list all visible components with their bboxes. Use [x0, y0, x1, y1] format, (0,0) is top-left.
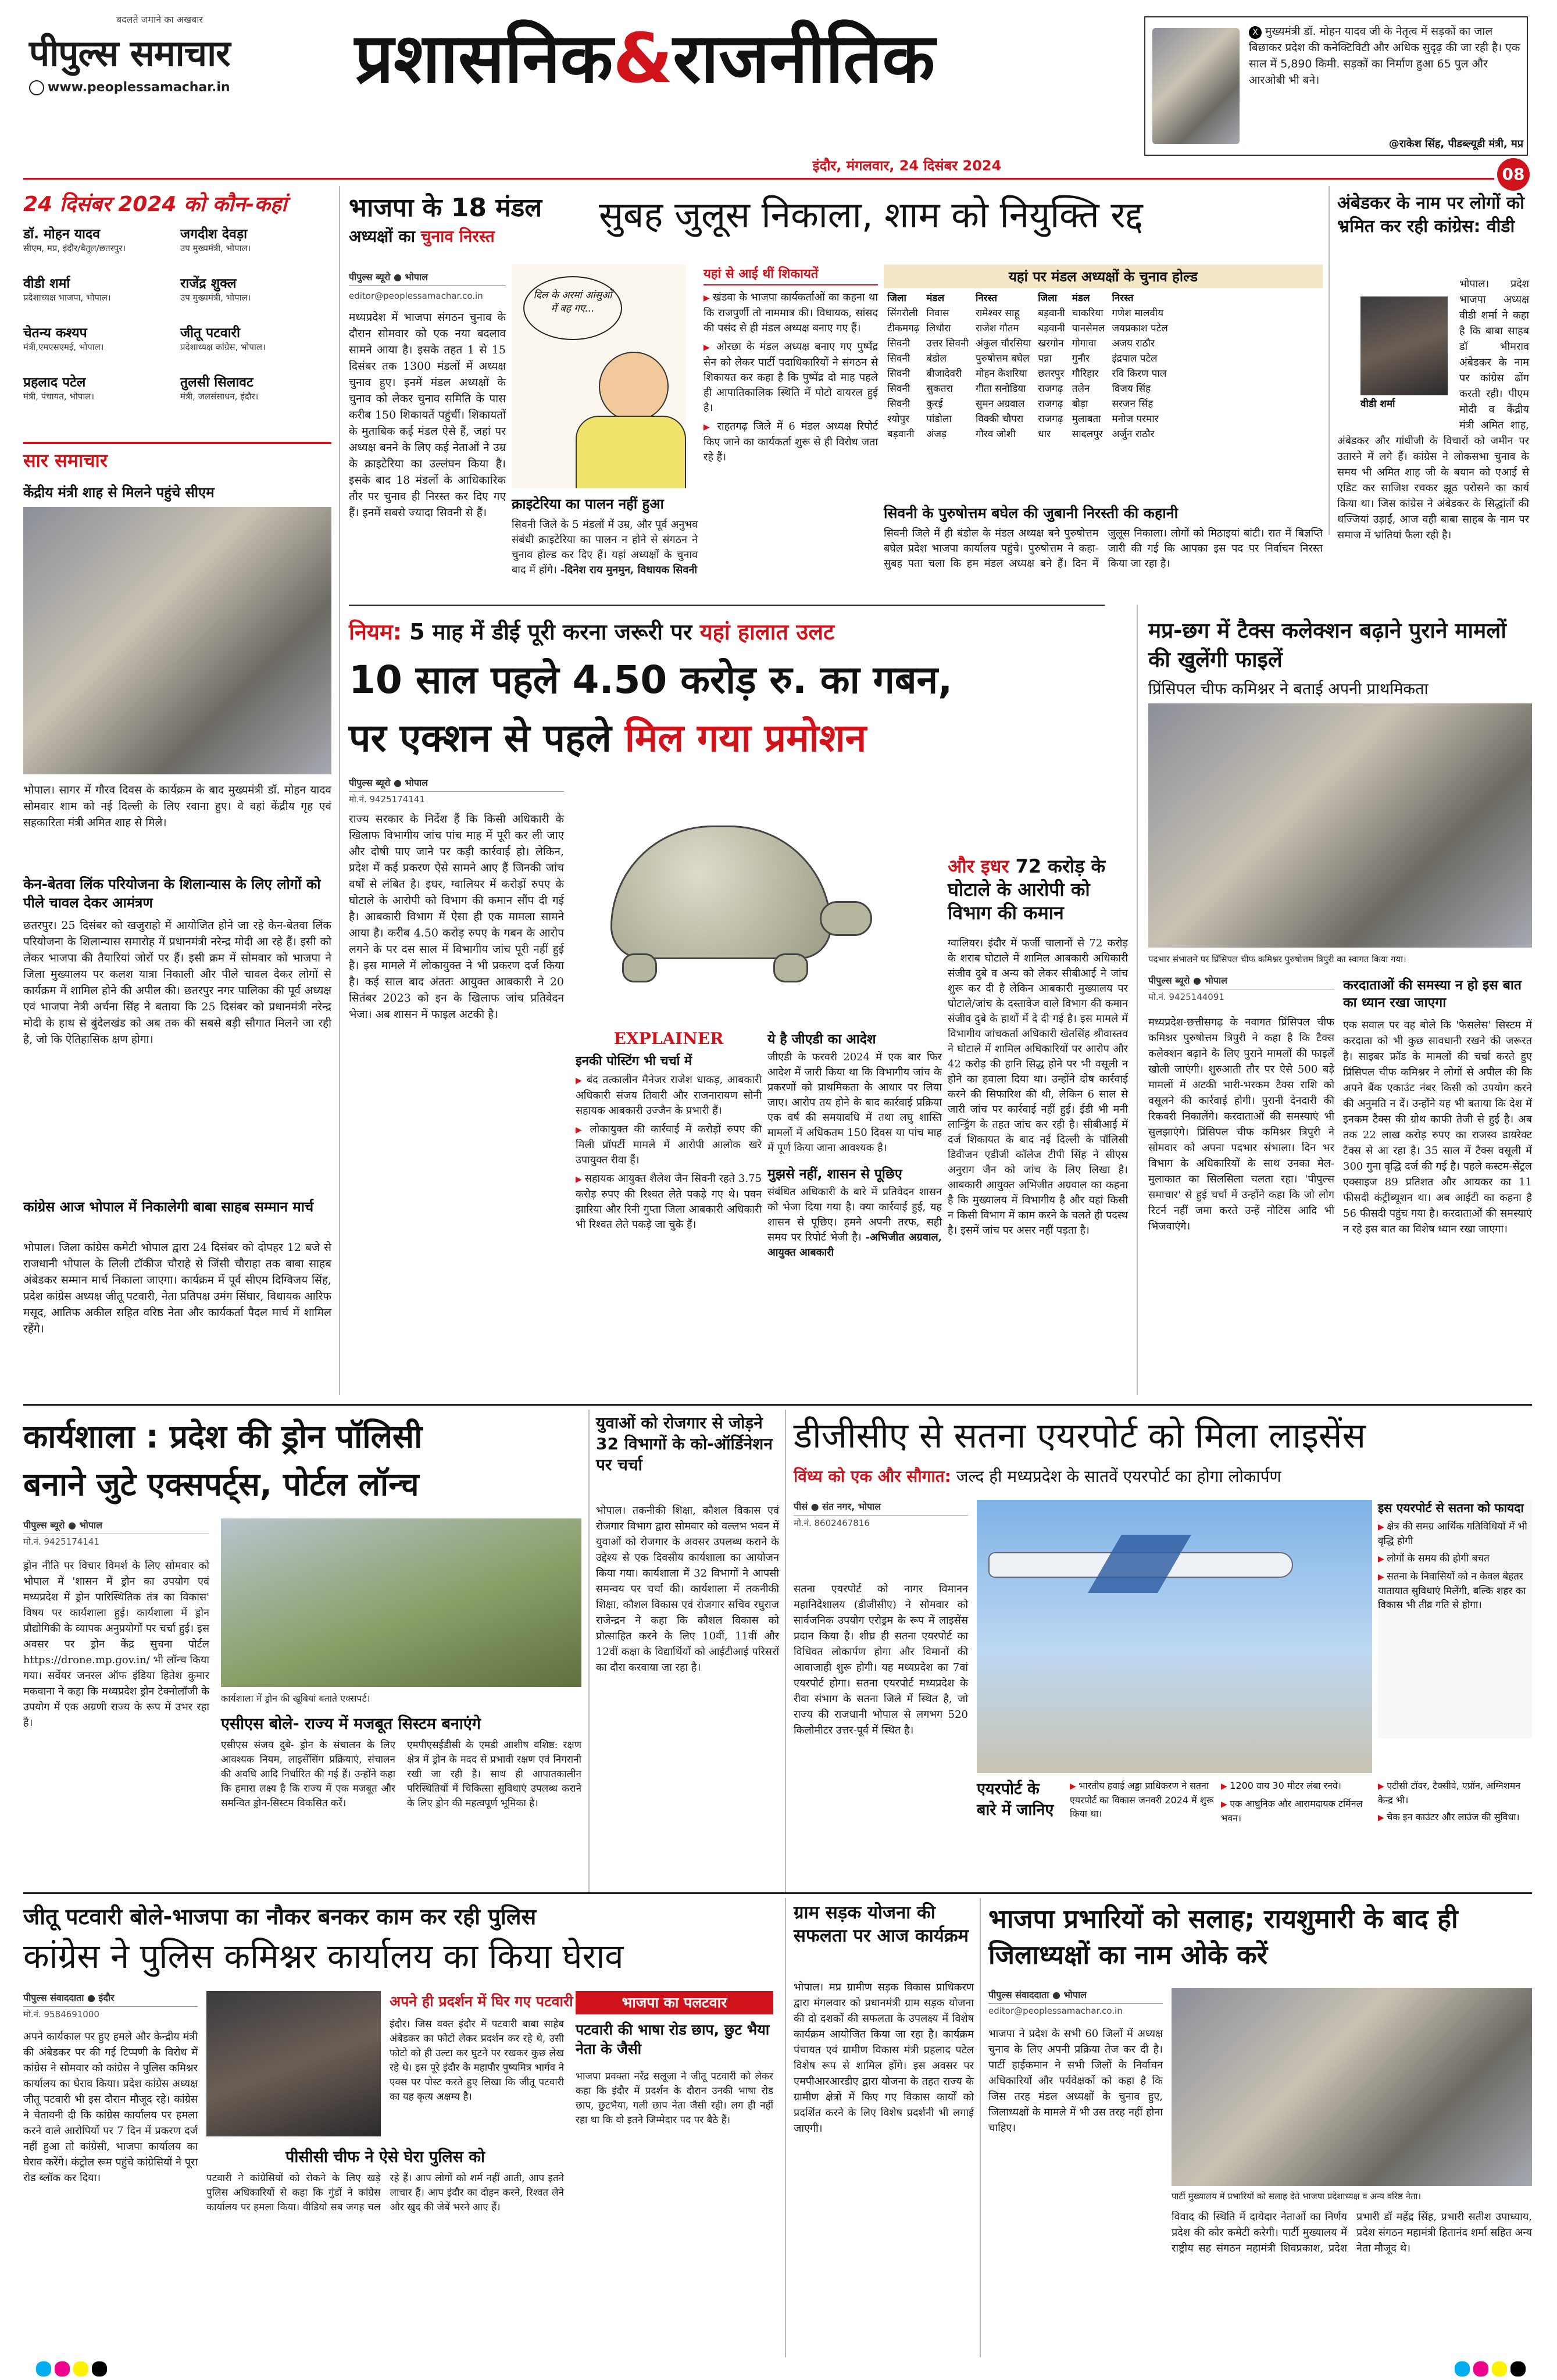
bjp-byline: पीपुल्स ब्यूरो ● भोपाल — [349, 270, 506, 286]
drone-headline-2: बनाने जुटे एक्सपर्ट्स, पोर्टल लॉन्च — [23, 1466, 419, 1503]
hold-table-cell: रामेश्वर साहू — [975, 308, 1020, 319]
hold-table-cell: बोड़ा — [1072, 398, 1088, 410]
hold-table-cell: पांडोला — [926, 413, 952, 425]
benefit-item: ▶ लोगों के समय की होगी बचत — [1378, 1552, 1532, 1566]
hold-table-cell: सिवनी — [887, 338, 910, 349]
turtle-shell — [610, 826, 831, 959]
section-title-amp: & — [613, 18, 673, 98]
cm-shah-photo — [23, 507, 331, 774]
prabhari-body: भाजपा ने प्रदेश के सभी 60 जिलों में अध्यक्ष चुनाव के लिए अपनी प्रक्रिया तेज कर दी है। पार्टी हाईकमान ने सभी जिलों के निर्वाचन अधिकारियों और पर्यवेक्षकों को कहा है कि जिस तरह मंडल अध्यक्षों के चुनाव हुए, जिलाध्यक्षों के मामले में भी उस तरह नहीं होना चाहिए। — [988, 2028, 1163, 2134]
hold-table-cell: बीजादेवरी — [926, 368, 962, 380]
hold-table-cell: श्योपुर — [887, 413, 910, 425]
section-title — [355, 17, 1128, 105]
prabhari-email: editor@peoplessamachar.co.in — [988, 2006, 1123, 2016]
own-protest-body: इंदौर। जिस वक्त इंदौर में पटवारी बाबा साहेब अंबेडकर का फोटो लेकर प्रदर्शन कर रहे थे, उसी फोटो को ही उल्टा कर घुटने पर रखकर कुछ लेख रहे थे। इस पूरे इंदौर के महापौर पुष्यमित्र भार्गव ने एक्स पर पोस्ट करते हुए लिखा कि जीतू पटवारी का यह कृत्य अक्षम्य है। — [390, 2018, 564, 2103]
paper-logo: पीपुल्स समाचार — [29, 32, 230, 74]
saar-item3-body: भोपाल। जिला कांग्रेस कमेटी भोपाल द्वारा 24 दिसंबर को दोपहर 12 बजे से राजधानी भोपाल के लिली टॉकीज चौराहे से जिंसी चौराहा तक बाबा साहब अंबेडकर सम्मान मार्च निकाला जाएगा। कार्यक्रम में पूर्व सीएम दिग्विजय सिंह, प्रदेश कांग्रेस अध्यक्ष जीतू पटवारी, नेता प्रतिपक्ष उमंग सिंघार, विधायक आरिफ मसूद, आतिफ अकील सहित वरिष्ठ नेता और कार्यकर्ता पैदल मार्च में शामिल रहेंगे। — [23, 1241, 331, 1335]
acs2-body: एमपीएसईडीसी के एमडी आशीष वशिष्ठ: रक्षण क्षेत्र में ड्रोन के मदद से प्रभावी रक्षण एवं निगरानी रखी जा रही है। साथ ही आपातकालीन परिस्थितियों में चिकित्सा सुविधाएं उपलब्ध कराने के लिए ड्रोन की महत्वपूर्ण भूमिका है। — [407, 1739, 581, 1809]
dateline: इंदौर, मंगलवार, 24 दिसंबर 2024 — [812, 158, 1002, 174]
airport-facts-col3 — [1378, 1779, 1532, 1884]
bjp-kicker: भाजपा के 18 मंडल — [349, 193, 542, 223]
hold-table-cell: पानसेमल — [1072, 323, 1105, 334]
hold-table-cell: अंजड़ — [926, 428, 947, 440]
hold-table-cell: पुरुषोत्तम बघेल — [975, 353, 1030, 364]
hold-table-cell: राजगढ़ — [1038, 398, 1063, 410]
hold-table-title: यहां पर मंडल अध्यक्षों के चुनाव होल्ड — [884, 265, 1323, 288]
airport-facts-col2 — [1221, 1779, 1372, 1884]
hold-table-cell: सुमन अग्रवाल — [975, 398, 1025, 410]
complaint-item: ▶ ओरछा के मंडल अध्यक्ष बनाए गए पुष्पेंद्र सेन को लेकर पार्टी पदाधिकारियों ने संगठन से शिकायत कर कहा है कि पुष्पेंद्र दो माह पहले ही आपातिकालिक स्थिति में पोटो वायरल हुई है। — [703, 340, 878, 416]
quote-text: X मुख्यमंत्री डॉ. मोहन यादव जी के नेतृत्व में सड़कों का जाल बिछाकर प्रदेश की कनेक्टिविटी और अधिक सुदृढ़ की जा रही है। एक साल में 5,890 किमी. सड़कों का निर्माण हुआ 65 पुल और आरओबी भी बने। — [1249, 25, 1520, 87]
turtle-head — [820, 901, 872, 936]
x-icon: X — [1249, 26, 1262, 39]
explainer-item: ▶ लोकायुक्त की कार्रवाई में करोड़ों रुपए की मिली प्रॉपर्टी मामले में आरोपी आलोक खरे उपायुक्त रीवा हैं। — [576, 1122, 762, 1168]
hold-table-cell: टीकमगढ़ — [887, 323, 920, 334]
hold-table-cell: बंडोल — [926, 353, 947, 364]
hold-table-cell: कुरई — [926, 398, 943, 410]
section-title-part2: राजनीतिक — [673, 18, 935, 98]
tax-body: मध्यप्रदेश-छत्तीसगढ़ के नवागत प्रिंसिपल चीफ कमिश्नर पुरुषोत्तम त्रिपुरी ने कहा है कि टैक्स कलेक्शन बढ़ाने के लिए पुराने मामलों की फाइलें खोली जाएंगी। शुरुआती तौर पर ऐसे 500 बड़े मामलों में अटकी भारी-भरकम टैक्स राशि को वसूलने की कार्रवाई होगी। पुरानी देनदारी की रिकवरी निकालेंगे। करदाताओं की समस्याएं भी सुलझाएंगे। प्रिंसिपल चीफ कमिश्नर त्रिपुरी ने सोमवार को अपना पदभार संभाला। दिन भर विभाग के अधिकारियों के साथ उनका मेल-मुलाकात का सिलसिला चलता रहा। 'पीपुल्स समाचार' से हुई चर्चा में उन्होंने कहा कि जो लोग रिटर्न नहीं जमा करते उन्हें नोटिस आदि भी भिजवाएंगे। — [1148, 1016, 1334, 1232]
minister-photo — [1152, 28, 1240, 144]
registration-mark — [72, 2360, 90, 2378]
excise-headline-2: पर एक्शन से पहले मिल गया प्रमोशन — [349, 716, 867, 760]
saar-item3-title: कांग्रेस आज भोपाल में निकालेगी बाबा साहब सम्मान मार्च — [23, 1199, 314, 1215]
airport-mobile: मो.नं. 8602467816 — [794, 1518, 870, 1528]
saar-item1-body: भोपाल। सागर में गौरव दिवस के कार्यक्रम के बाद मुख्यमंत्री डॉ. मोहन यादव सोमवार शाम को नई दिल्ली के लिए रवाना हुए। वे वहां केंद्रीय गृह एवं सहकारिता मंत्री अमित शाह से मिले। — [23, 784, 331, 829]
acs-head: एसीएस बोले- राज्य में मजबूत सिस्टम बनाएंगे — [221, 1715, 481, 1733]
prabhari-headline: भाजपा प्रभारियों को सलाह; रायशुमारी के बाद ही जिलाध्यक्षों का नाम ओके करें — [988, 1903, 1458, 1970]
quote-box — [1144, 16, 1528, 156]
saar-item2-body: छतरपुर। 25 दिसंबर को खजुराहो में आयोजित होने जा रहे केन-बेतवा लिंक परियोजना के शिलान्यास समारोह में प्रधानमंत्री नरेन्द्र मोदी आ रहे हैं। इसी को लेकर भाजपा की तैयारियां जोरों पर हैं। इसी क्रम में सोमवार को भाजपा ने जिला मुख्यालय पर कलश यात्रा निकाली और पीले चावल देकर लोगों से कार्यक्रम में शामिल होने की अपील की। छतरपुर नगर पालिका की पूर्व अध्यक्ष एवं भाजपा नेत्री अर्चना सिंह ने बताया कि 25 दिसंबर को प्रधानमंत्री नरेन्द्र मोदी के हाथ से बुंदेलखंड को अब तक की सबसे बड़ी सौगात मिलने जा रही है, जो कि ऐतिहासिक क्षण होगा। — [23, 919, 331, 1046]
hold-table-cell: चाकरिया — [1072, 308, 1104, 319]
hold-table-cell: बड़वानी — [1038, 323, 1065, 334]
tax-headline: मप्र-छग में टैक्स कलेक्शन बढ़ाने पुराने मामलों की खुलेंगी फाइलें — [1148, 618, 1506, 672]
youth-body: भोपाल। तकनीकी शिक्षा, कौशल विकास एवं रोजगार विभाग द्वारा सोमवार को वल्लभ भवन में युवाओं को रोजगार के अवसर उपलब्ध कराने के उद्देश्य से एक दिवसीय कार्यशाला का आयोजन किया गया। कार्यशाला में 32 विभागों ने आपसी समन्वय पर चर्चा की। कार्यशाला में तकनीकी शिक्षा, कौशल विकास एवं रोजगार सचिव रघुराज राजेन्द्रन ने कहा कि कौशल विकास को प्रोत्साहित करने के लिए 10वीं, 11वीं और 12वीं कक्षा के विद्यार्थियों को आईटीआई परिसरों का दौरा करवाया जा रहा है। — [596, 1505, 779, 1674]
hold-table-cell: गौरिहार — [1072, 368, 1099, 380]
know-airport-head: एयरपोर्ट के बारे में जानिए — [977, 1780, 1054, 1819]
section-title-part1: प्रशासनिक — [355, 18, 613, 98]
complaint-item: ▶ राहतगढ़ जिले में 6 मंडल अध्यक्ष रिपोर्ट किए जाने का कार्यकर्ता शुरू से ही विरोध जता रहे हैं। — [703, 419, 878, 465]
hold-table-box — [884, 265, 1323, 497]
cartoon-caption: क्राइटेरिया का पालन नहीं हुआ — [512, 496, 664, 512]
hold-table-cell: जयप्रकाश पटेल — [1112, 323, 1168, 334]
hold-table-cell: बड़वानी — [1038, 308, 1065, 319]
who-where-entry: प्रहलाद पटेल मंत्री, पंचायत, भोपाल। — [23, 375, 95, 402]
hold-table-cell: सिवनी — [887, 398, 910, 410]
prabhari-body2: विवाद की स्थिति में दायेदार नेताओं का निर्णय प्रदेश की कोर कमेटी करेगी। पार्टी मुख्यालय में राष्ट्रीय सह संगठन महामंत्री शिवप्रकाश, प्रदेश प्रभारी डॉ महेंद्र सिंह, प्रभारी सतीश उपाध्याय, प्रदेश संगठन महामंत्री हितानंद शर्मा सहित अन्य नेता मौजूद थे। — [1172, 2211, 1532, 2254]
acs-body: एसीएस संजय दुबे- ड्रोन के संचालन के लिए आवश्यक नियम, लाइसेंसिंग प्रक्रियाएं, संचालन की अवधि आदि निर्धारित की गई हैं। उन्होंने कहा कि हमारा लक्ष्य है कि राज्य में एक मजबूत और समन्वित ड्रोन-सिस्टम विकसित करें। — [221, 1739, 395, 1809]
bjp-counter-body: भाजपा प्रवक्ता नरेंद्र सलूजा ने जीतू पटवारी को लेकर कहा कि इंदौर में प्रदर्शन के दौरान उनकी भाषा रोड छाप, छुटभैया, गली छाप नेता जैसी रही। लग ही नहीं रहा था कि वो इतने जिम्मेदार पद पर बैठे हैं। — [576, 2071, 773, 2126]
own-protest-head: अपने ही प्रदर्शन में घिर गए पटवारी — [390, 1993, 573, 2010]
fact-item: ▶ चेक इन काउंटर और लाउंज की सुविधा। — [1378, 1810, 1532, 1825]
pcc-body: पटवारी ने कांग्रेसियों को रोकने के लिए खड़े पुलिस अधिकारियों से कहा कि गुंडों ने कांग्रेस कार्यालय पर हमला किया। वीडियो सब जगह चल रहे हैं। आप लोगों को शर्म नहीं आती, आप इतने लाचार हैं। आप इंदौर का दोहन करने, रिश्वत लेने और खुद की जेबें भरने आए हैं। — [206, 2172, 564, 2213]
vd-sharma-caption: वीडी शर्मा — [1360, 398, 1395, 410]
hold-table-row — [884, 321, 1172, 336]
tax-subhead: प्रिंसिपल चीफ कमिश्नर ने बताई अपनी प्राथमिकता — [1148, 680, 1429, 698]
police-byline: पीपुल्स संवाददाता ● इंदौर — [23, 1991, 198, 2007]
hold-table-cell: विजय सिंह — [1112, 383, 1151, 395]
who-where-title: 24 दिसंबर 2024 को कौन-कहां — [23, 192, 287, 216]
drone-byline: पीपुल्स ब्यूरो ● भोपाल — [23, 1518, 209, 1534]
hold-table-cell: उत्तर सिवनी — [926, 338, 969, 349]
hold-table-cell: रवि किरण पाल — [1112, 368, 1167, 380]
quote-author: @राकेश सिंह, पीडब्ल्यूडी मंत्री, मप्र — [1388, 138, 1523, 150]
hold-table-cell: छतरपुर — [1038, 368, 1065, 380]
cartoon-body-text: सिवनी जिले के 5 मंडलों में उम्र, और पूर्व अनुभव संबंधी क्राइटेरिया का पालन न होने से संगठन ने चुनाव होल्ड कर दिए हैं। यहां अध्यक्षों के चुनाव बाद में होंगे। -दिनेश राय मुनमुन, विधायक सिवनी — [512, 519, 698, 576]
hold-table-cell: गणेश मालवीय — [1112, 308, 1164, 319]
ambedkar-headline: अंबेडकर के नाम पर लोगों को भ्रमित कर रही कांग्रेस: वीडी — [1337, 193, 1524, 237]
hold-table-cell: बड़वानी — [887, 428, 915, 440]
gad-body: जीएडी के फरवरी 2024 में एक बार फिर आदेश में जारी किया था कि विभागीय जांच के प्रकरणों को प्राथमिकता के आधार पर लिया जाए। आरोप तय होने के बाद कार्रवाई प्रक्रिया एक वर्ष की समयावधि में तथा लघु शास्ति मामलों में अधिकतम 150 दिवस या पांच माह में पूर्ण किया जाना आवश्यक है। — [767, 1051, 942, 1154]
hold-table-row — [884, 396, 1172, 412]
website-link[interactable]: www.peoplessamachar.in — [48, 80, 230, 95]
hold-table-cell: सरजन सिंह — [1112, 398, 1154, 410]
registration-mark — [1454, 2360, 1471, 2378]
bjp-counter-head: भाजपा का पलटवार — [576, 1991, 773, 2014]
hold-table-cell: राजेश गौतम — [975, 323, 1019, 334]
hold-table-row — [884, 427, 1172, 442]
police-mobile: मो.नं. 9584691000 — [23, 2009, 99, 2020]
bjp-email: editor@peoplessamachar.co.in — [349, 291, 483, 301]
cartoon-face — [599, 352, 669, 421]
ambedkar-body: भोपाल। प्रदेश भाजपा अध्यक्ष वीडी शर्मा ने कहा है कि बाबा साहब डॉ भीमराव अंबेडकर के नाम पर कांग्रेस ढोंग करती रही। पीएम मोदी व केंद्रीय मंत्री अमित शाह, अंबेडकर और गांधीजी के विचारों को जमीन पर उतारने में लगे हैं। कांग्रेस ने लोकसभा चुनाव के समय भी अमित शाह जी के बयान को एआई से एडिट कर साजिश रचकर झूठ परोसने का कार्य किया था। जिस कांग्रेस ने अंबेडकर के सिद्धांतों की धज्जियां उड़ाईं, आज वही बाबा साहब के नाम पर समाज में भ्रांतियां फैला रही है। — [1337, 278, 1529, 541]
fact-item: ▶ एटीसी टॉवर, टैक्सीवे, एप्रॉन, अग्निशमन केन्द्र भी। — [1378, 1779, 1532, 1807]
hold-table-cell: सुकतरा — [926, 383, 953, 395]
police-headline: कांग्रेस ने पुलिस कमिश्नर कार्यालय का किया घेराव — [23, 1936, 624, 1976]
hold-table-cell: गोगावा — [1072, 338, 1097, 349]
who-where-entry: जीतू पटवारी प्रदेशाध्यक्ष कांग्रेस, भोपाल। — [180, 326, 266, 352]
who-where-entry: तुलसी सिलावट मंत्री, जलसंसाधन, इंदौर। — [180, 375, 259, 402]
turtle-cartoon — [576, 779, 878, 1023]
cartoon-speech-bubble: दिल के अरमां आंसुओं में बह गए... — [523, 276, 622, 340]
benefit-item: ▶ क्षेत्र की समग्र आर्थिक गतिविधियों में भी वृद्धि होगी — [1378, 1520, 1532, 1548]
aur-idhar-head: और इधर 72 करोड़ के घोटाले के आरोपी को विभाग की कमान — [948, 855, 1106, 924]
gad-head: ये है जीएडी का आदेश — [767, 1032, 876, 1047]
youth-headline: युवाओं को रोजगार से जोड़ने 32 विभागों के को-ऑर्डिनेशन पर चर्चा — [596, 1413, 773, 1474]
page-number: 08 — [1497, 158, 1530, 191]
hold-table-cell: मनोज परमार — [1112, 413, 1159, 425]
hold-table-cell: खरगोन — [1038, 338, 1064, 349]
bjp-body: मध्यप्रदेश में भाजपा संगठन चुनाव के दौरान सोमवार को एक नया बदलाव सामने आया है। इसके तहत 1 से 15 दिसंबर तक 1300 मंडलों में अध्यक्ष चुनाव हुए। इनमें मंडल अध्यक्षों के चुनाव को लेकर चुनाव समिति के पास करीब 150 शिकायतें पहुंचीं। शिकायतों के मुताबिक कई मंडल ऐसे हैं, जहां पर अध्यक्ष बनने के लिए कई नेताओं ने उम्र के क्राइटेरिया का उल्लंघन किया है। इसके बाद 18 मंडलों के आधिकारिक तौर पर चुनाव ही निरस्त कर दिए गए हैं। इनमें सबसे ज्यादा सिवनी से हैं। — [349, 311, 506, 519]
excise-rule: नियम: 5 माह में डीई पूरी करना जरूरी पर यहां हालात उलट — [349, 619, 835, 645]
airport-subhead: विंध्य को एक और सौगात: जल्द ही मध्यप्रदेश के सातवें एयरपोर्ट का होगा लोकार्पण — [794, 1467, 1281, 1486]
who-where-entry: डॉ. मोहन यादव सीएम, मप्र, इंदौर/बैतूल/छतरपुर। — [23, 227, 126, 253]
who-where-entry: राजेंद्र शुक्ल उप मुख्यमंत्री, भोपाल। — [180, 276, 251, 303]
benefit-item: ▶ सतना के निवासियों को न केवल बेहतर यातायात सुविधाएं मिलेंगी, बल्कि शहर का विकास भी तीव्र गति से होगा। — [1378, 1570, 1532, 1612]
saar-header: सार समाचार — [23, 442, 331, 474]
who-where-entry: जगदीश देवड़ा उप मुख्यमंत्री, भोपाल। — [180, 227, 251, 253]
tagline: बदलते जमाने का अखबार — [116, 14, 203, 25]
saar-item2-title: केन-बेतवा लिंक परियोजना के शिलान्यास के लिए लोगों को पीले चावल देकर आमंत्रण — [23, 876, 321, 911]
complaints-box — [703, 265, 878, 596]
registration-mark — [91, 2360, 108, 2378]
registration-mark — [1472, 2360, 1490, 2378]
airport-body: सतना एयरपोर्ट को नागर विमानन महानिदेशालय (डीजीसीए) ने सोमवार को सार्वजनिक उपयोग एरोड्रम के रूप में लाइसेंस प्रदान किया है। शीघ्र ही सतना एयरपोर्ट का विधिवत लोकार्पण होगा और विमानों की आवाजाही शुरू होगी। यह मध्यप्रदेश का 7वां एयरपोर्ट होगा। सतना एयरपोर्ट मध्यप्रदेश के रीवा संभाग के सतना जिले में स्थित है, जो राज्य की राजधानी भोपाल से लगभग 520 किलोमीटर उत्तर-पूर्व में स्थित है। — [794, 1583, 968, 1736]
hold-table-cell: लिधौरा — [926, 323, 951, 334]
explainer-item: ▶ सहायक आयुक्त शैलेश जैन सिवनी रहते 3.75 करोड़ रुपए की रिश्वत लेते पकड़े गए थे। पवन झारिया और रिनी गुप्ता जिला आबकारी अधिकारी भी रिश्वत लेते पकड़े जा चुके हैं। — [576, 1171, 762, 1232]
hold-table-cell: मुलाबता — [1072, 413, 1101, 425]
tax-side-head: करदाताओं की समस्या न हो इस बात का ध्यान रखा जाएगा — [1343, 978, 1522, 1010]
airport-headline: डीजीसीए से सतना एयरपोर्ट को मिला लाइसेंस — [794, 1416, 1366, 1456]
hold-table-cell: गौरव जोशी — [975, 428, 1016, 440]
cartoon-body — [576, 416, 686, 488]
registration-mark — [1509, 2360, 1527, 2378]
hold-table-cell: तलेन — [1072, 383, 1090, 395]
excise-body: राज्य सरकार के निर्देश हैं कि किसी अधिकारी के खिलाफ विभागीय जांच पांच माह में पूरी कर ली जाए और दोषी पाए जाने पर कड़ी कार्रवाई हो। लेकिन, प्रदेश में कई प्रकरण ऐसे सामने आए हैं जिनकी जांच वर्षों से लंबित है। इधर, ग्वालियर में करोड़ों रुपए के घोटाले के आरोपी को विभाग की कमान सौंप दी गई है। आबकारी विभाग में ऐसा ही एक मामला सामने आया है। करीब 4.50 करोड़ रुपए के गबन के आरोप लगने के पर दस साल में विभागीय जांच पूरी नहीं हुई है। इस मामले में लोकायुक्त ने भी प्रकरण दर्ज किया है। कई साल बाद अंततः आयुक्त आबकारी ने 20 सितंबर 2023 को इन के खिलाफ जांच प्रतिवेदन भेजा। अब शासन में फाइल अटकी है। — [349, 813, 564, 1021]
hold-table-cell: राजगढ़ — [1038, 383, 1063, 395]
drone-photo-caption: कार्यशाला में ड्रोन की खूबियां बताते एक्सपर्ट। — [221, 1693, 370, 1704]
bjp-cartoon — [512, 265, 686, 488]
gad-order-box — [767, 1029, 942, 1389]
who-where-box — [23, 189, 331, 433]
excise-headline-1: 10 साल पहले 4.50 करोड़ रु. का गबन, — [349, 657, 953, 702]
hold-table-cell: सिवनी — [887, 368, 910, 380]
bjp-counter-sub: पटवारी की भाषा रोड छाप, छुट भैया नेता के जैसी — [576, 2021, 770, 2057]
hold-table-cell: सिवनी — [887, 383, 910, 395]
sivni-head: सिवनी के पुरुषोत्तम बघेल की जुबानी निरस्ती की कहानी — [884, 505, 1179, 521]
police-kicker: जीतू पटवारी बोले-भाजपा का नौकर बनकर काम कर रही पुलिस — [23, 1904, 537, 1929]
tax-photo — [1148, 703, 1532, 948]
hold-table-cell: सिंगरौली — [887, 308, 918, 319]
sivni-body: सिवनी जिले में ही बंडोल के मंडल अध्यक्ष बने पुरुषोत्तम बघेल प्रदेश भाजपा कार्यालय पहुंचे। पुरुषोत्तम ने कहा- सुबह पता चला कि हम मंडल अध्यक्ष बने हैं। दिन में जुलूस निकाला। लोगों को मिठाइयां बांटी। रात में बिज्ञप्ति जारी की गई कि आपका इस पद पर निर्वाचन निरस्त किया जा रहा है। — [884, 527, 1323, 570]
registration-mark — [53, 2360, 71, 2378]
hold-table-cell: गुनौर — [1072, 353, 1090, 364]
hold-table-cell: निवास — [926, 308, 949, 319]
complaint-item: ▶ खंडवा के भाजपा कार्यकर्ताओं का कहना था कि राजपुर्णी तो नाममात्र की। विधायक, सांसद की पसंद से ही मंडल अध्यक्ष बनाए गए हैं। — [703, 290, 878, 336]
registration-mark — [35, 2360, 52, 2378]
who-where-grid — [23, 224, 331, 427]
hold-table-cell: मोहन केशरिया — [975, 368, 1027, 380]
website-line[interactable] — [29, 80, 230, 95]
saar-samachar — [23, 442, 331, 1395]
airport-benefits — [1378, 1500, 1532, 1738]
drone-mobile: मो.नं. 9425174141 — [23, 1536, 99, 1547]
saar-item1-title: केंद्रीय मंत्री शाह से मिलने पहुंचे सीएम — [23, 484, 215, 501]
who-where-entry: वीडी शर्मा प्रदेशाध्यक्ष भाजपा, भोपाल। — [23, 276, 111, 303]
fact-item: ▶ एक आधुनिक और आरामदायक टर्मिनल भवन। — [1221, 1797, 1372, 1825]
fact-item: ▶ भारतीय हवाई अड्डा प्राधिकरण ने सतना एयरपोर्ट का विकास जनवरी 2024 में शुरू किया था। — [1070, 1779, 1215, 1820]
tax-mobile: मो.नं. 9425144091 — [1148, 992, 1224, 1002]
gram-headline: ग्राम सड़क योजना की सफलता पर आज कार्यक्रम — [794, 1902, 969, 1946]
explainer-sub: इनकी पोस्टिंग भी चर्चा में — [576, 1054, 692, 1069]
prabhari-byline: पीपुल्स संवाददाता ● भोपाल — [988, 1988, 1163, 2004]
pcc-head: पीसीसी चीफ ने ऐसे घेरा पुलिस को — [285, 2148, 485, 2166]
hold-table-cell: राजगढ़ — [1038, 413, 1063, 425]
tax-side-body: एक सवाल पर वह बोले कि 'फेसलेस' सिस्टम में करदाता को भी कुछ सावधानी रखने की जरूरत है। साइबर फ्रॉड के मामलों की चर्चा करते हुए प्रिंसिपल चीफ कमिश्नर ने लोगों से अपील की कि अपने बैंक एकाउंट नंबर किसी को उपयोग करने की अनुमति न दें। उन्होंने यह भी बताया कि देश में इनकम टैक्स की ग्रोथ काफी तेजी से हुई है। अब तक 22 लाख करोड़ रुपए का राजस्व डायरेक्ट टैक्स से आ रहा है। 35 साल में टैक्स वसूली में 300 गुना वृद्धि दर्ज की गई है। पहले कस्टम-सेंट्रल एक्साइज 89 प्रतिशत और आयकर का 11 फीसदी कंट्रीब्यूशन था। अब आईटी का कहना है 56 फीसदी पहुंच गया है। करदाताओं की समस्याएं न रहे इस बात का विशेष ध्यान रखा जाएगा। — [1343, 1019, 1532, 1235]
hold-table-row — [884, 381, 1172, 396]
registration-mark — [1491, 2360, 1508, 2378]
who-where-entry: चेतन्य कश्यप मंत्री,एमएसएमई, भोपाल। — [23, 326, 104, 352]
airport-byline: पीसं ● संत नगर, भोपाल — [794, 1500, 968, 1516]
bjp-kicker-sub: अध्यक्षों का चुनाव निरस्त — [349, 227, 495, 246]
hold-table-row — [884, 412, 1172, 427]
hold-table-cell: अर्जुन राठौर — [1112, 428, 1155, 440]
hold-table-row — [884, 336, 1172, 351]
excise-byline: पीपुल्स ब्यूरो ● भोपाल — [349, 776, 564, 792]
benefits-head: इस एयरपोर्ट से सतना को फायदा — [1378, 1501, 1524, 1515]
hold-table-cell: गीता सनोडिया — [975, 383, 1026, 395]
hold-table-cell: धार — [1038, 428, 1051, 440]
tax-photo-caption: पदभार संभालने पर प्रिंसिपल चीफ कमिश्नर पुरुषोत्तम त्रिपुरी का स्वागत किया गया। — [1148, 954, 1406, 964]
prabhari-photo — [1172, 1988, 1532, 2186]
airport-facts-col1 — [1070, 1779, 1215, 1884]
commissioner-quote: संबंधित अधिकारी के बारे में प्रतिवेदन शासन को भेजा दिया गया है। क्या कार्रवाई हुई, यह शासन से पूछिए। हमने अपनी तरफ, सही समय पर रिपोर्ट भेजी है। -अभिजीत अग्रवाल, आयुक्त आबकारी — [767, 1186, 942, 1259]
hold-table: जिला मंडल निरस्त जिला मंडल निरस्त सिंगरौली निवास रामेश्वर साहू बड़वानी चाकरिया गणेश मालवीय टीकमगढ़ लिधौरा राजेश गौतम बड़वानी पानसेमल जयप्रकाश पटेल सिवनी उत्तर सिवनी अंकुल चौरसिया खरगोन गोगावा अजय राठौर सिवनी बंडोल पुरुषोत्तम बघेल पन्ना गुनौर इंद्रपाल पटेल सिवनी बीजादेवरी मोहन केशरिया छतरपुर गौरिहार रवि किरण पाल सिवनी सुकतरा गीता सनोडिया राजगढ़ तलेन विजय सिंह सिवनी कुरई सुमन अग्रवाल राजगढ़ बोड़ा सरजन सिंह श्योपुर पांडोला विक्की चौपरा राजगढ़ मुलाबता मनोज परमार बड़वानी अंजड़ गौरव जोशी धार सादलपुर अर्जुन राठौर — [884, 291, 1172, 442]
explainer-box — [576, 1029, 762, 1389]
airplane-icon — [988, 1535, 1291, 1587]
excise-mobile: मो.नं. 9425174141 — [349, 794, 425, 805]
hold-table-row — [884, 306, 1172, 321]
hold-table-cell: अंकुल चौरसिया — [975, 338, 1031, 349]
drone-body: ड्रोन नीति पर विचार विमर्श के लिए सोमवार को भोपाल में 'शासन में ड्रोन का उपयोग एवं मध्यप्रदेश में ड्रोन पारिस्थितिक तंत्र का विकास' विषय पर कार्यशाला हुई। कार्यशाला में ड्रोन प्रौद्योगिकी के व्यापक अनुप्रयोगों पर चर्चा हुई। इस अवसर पर ड्रोन केंद्र सुचना पोर्टल https://drone.mp.gov.in/ भी लॉन्च किया गया। सर्वेयर जनरल ऑफ इंडिया हितेश कुमार मकवाना ने कहा कि मध्यप्रदेश ड्रोन टेक्नोलॉजी के उपयोग में एक अग्रणी राज्य के रूप में उभर रहा है। — [23, 1560, 209, 1729]
commissioner-quote-head: मुझसे नहीं, शासन से पूछिए — [767, 1167, 902, 1182]
hold-table-cell: सादलपुर — [1072, 428, 1103, 440]
police-body: अपने कार्यकाल पर हुए हमले और केन्द्रीय मंत्री की अंबेडकर पर की गई टिप्पणी के विरोध में कांग्रेस ने सोमवार को कांग्रेस ने पुलिस कमिश्नर कार्यालय का घेराव किया। प्रदेश कांग्रेस अध्यक्ष जीतू पटवारी भी इस दौरान मौजूद रहे। कांग्रेस ने चेतावनी दी कि कांग्रेस कार्यालय पर हमला करने वाले आरोपियों पर 7 दिन में प्रकरण दर्ज नहीं हुआ तो कांग्रेसी, भाजपा कार्यालय का घेराव करेंगे। कंट्रोल रूम पहुंचे कांग्रेसियों ने पूरा रोड ब्लॉक कर दिया। — [23, 2031, 198, 2184]
hold-table-row — [884, 351, 1172, 366]
patwari-photo — [206, 1991, 381, 2136]
hold-table-cell: सिवनी — [887, 353, 910, 364]
explainer-item: ▶ बंद तत्कालीन मैनेजर राजेश धाकड़, आबकारी अधिकारी संजय तिवारी और राजनारायण सोनी सहायक आबकारी उज्जैन के प्रभारी हैं। — [576, 1073, 762, 1118]
bjp-headline: सुबह जुलूस निकाला, शाम को नियुक्ति रद्द — [599, 194, 1143, 236]
aur-idhar-body: ग्वालियर। इंदौर में फर्जी चालानों से 72 करोड़ के शराब घोटाले में शामिल आबकारी अधिकारी संजीव दुबे व अन्य को लेकर सीबीआई ने जांच शुरू कर दी है लेकिन आबकारी मुख्यालय पर घोटाले/जांच के दस्तावेज वाले विभाग की कमान संजीव दुबे के हाथों में दे दी गई है। इस मामले में विभागीय जांचकर्ता अधिकारी खेतसिंह श्रीवास्तव ने घोटाले में शामिल अधिकारियों पर आरोप और 42 करोड़ की हानि सिद्ध होने पर भी वसूली न होने का हवाला दिया था। उन्होंने दोष कार्रवाई करने की सिफारिश की थी, लेकिन 6 साल से जारी जांच पर कार्रवाई नहीं हुई। ईडी भी मनी लान्ड्रिंग के तहत जांच कर रही है। सीबीआई में दर्ज शिकायत के बाद नई दिल्ली के पॉलिसी डिवीजन एडीजी कॉलेज टीपी सिंह ने सीएस अनुराग जैन को जांच के लिए लिखा है। आबकारी आयुक्त अभिजीत अग्रवाल का कहना है कि मुख्यालय में विभागीय है और यहां किसी न किसी विभाग में काम करने के चलते ही पदस्थ है। इसमें जांच पर असर नहीं पड़ता है। — [948, 937, 1128, 1237]
explainer-head: EXPLAINER — [613, 1029, 724, 1048]
drone-headline-1: कार्यशाला : प्रदेश की ड्रोन पॉलिसी — [23, 1418, 423, 1455]
tax-byline: पीपुल्स ब्यूरो ● भोपाल — [1148, 974, 1334, 989]
hold-table-cell: इंद्रपाल पटेल — [1112, 353, 1158, 364]
complaints-head: यहां से आई थीं शिकायतें — [703, 265, 878, 285]
hold-table-cell: पन्ना — [1038, 353, 1052, 364]
hold-table-row — [884, 366, 1172, 381]
fact-item: ▶ 1200 वाय 30 मीटर लंबा रनवे। — [1221, 1779, 1372, 1793]
globe-icon — [29, 80, 44, 95]
hold-table-cell: विक्की चौपरा — [975, 413, 1024, 425]
prabhari-photo-caption: पार्टी मुख्यालय में प्रभारियों को सलाह देते भाजपा प्रदेशाध्यक्ष व अन्य वरिष्ठ नेता। — [1172, 2191, 1422, 2202]
drone-photo — [221, 1518, 581, 1687]
hold-table-cell: अजय राठौर — [1112, 338, 1155, 349]
gram-body: भोपाल। मप्र ग्रामीण सड़क विकास प्राधिकरण द्वारा मंगलवार को प्रधानमंत्री ग्राम सड़क योजना की दो दशकों की सफलता के उपलक्ष्य में विशेष कार्यक्रम आयोजित किया जा रहा है। कार्यक्रम पंचायत एवं ग्रामीण विकास मंत्री प्रहलाद पटेल विशेष रूप से शामिल होंगे। इस अवसर पर एमपीआरआरडीए द्वारा योजना के तहत राज्य के ग्रामीण क्षेत्रों में किए गए विकास कार्यों को प्रदर्शित करने के लिए विशेष प्रदर्शनी भी लगाई जाएगी। — [794, 1981, 974, 2135]
